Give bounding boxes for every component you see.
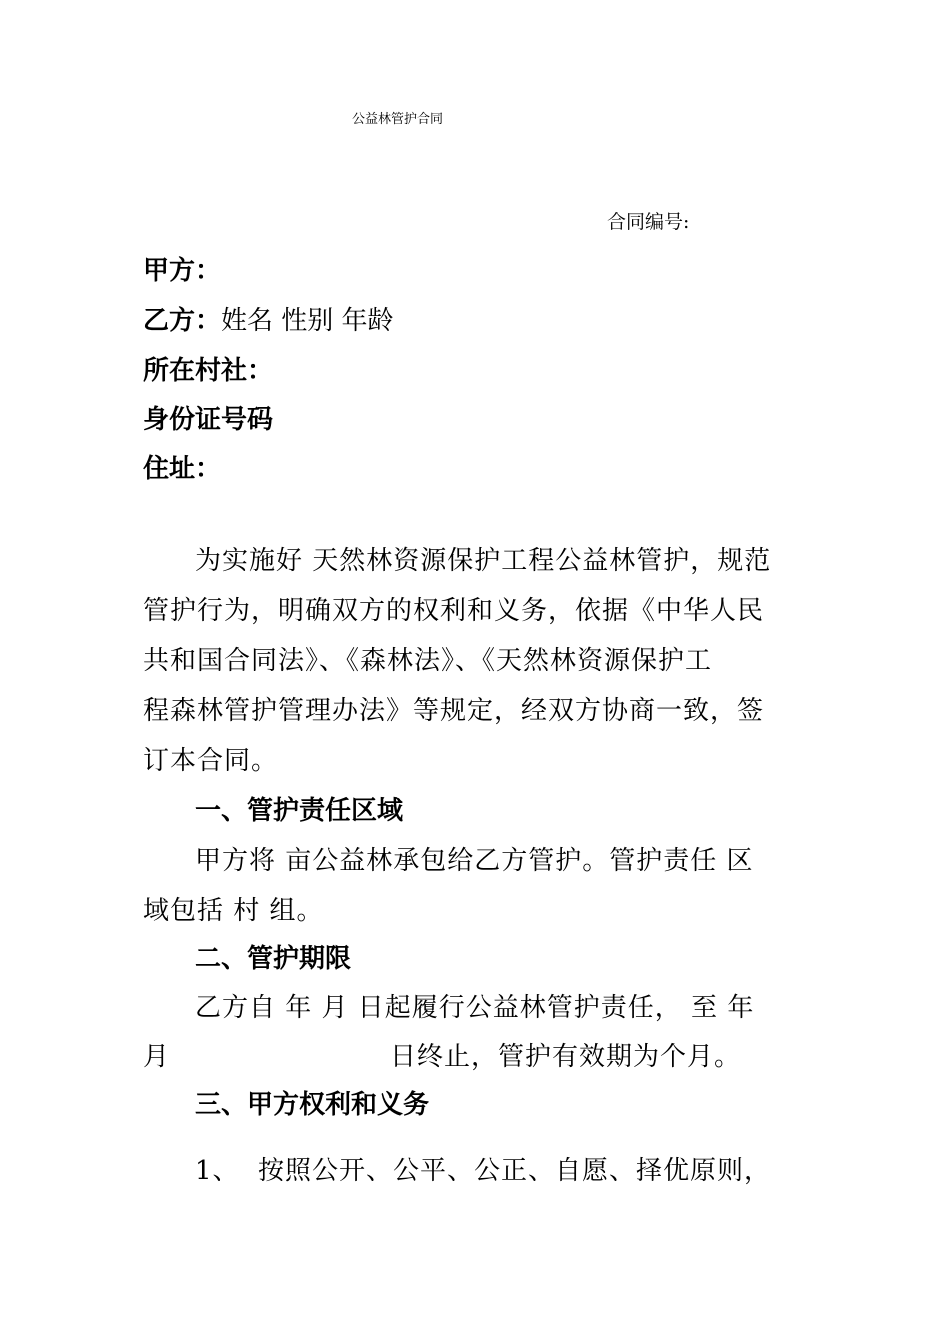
section2-line-end: 日终止，管护有效期为个月。: [390, 1042, 742, 1072]
preamble-line: 订本合同。: [143, 746, 279, 776]
village-field: [143, 350, 273, 387]
preamble-line: 管护行为，明确双方的权利和义务，依据《中华人民: [143, 596, 765, 626]
header-title: 公益林管护合同: [352, 112, 444, 127]
section1-line: 域包括 村 组。: [143, 896, 324, 926]
party-b-label: 乙方：: [143, 306, 222, 336]
party-a-label: 甲方：: [143, 256, 222, 286]
section1-line: 甲方将 亩公益林承包给乙方管护。管护责任 区: [195, 846, 754, 876]
party-a-field: [143, 250, 221, 287]
address-field: [143, 448, 221, 485]
party-b-field: [143, 300, 394, 337]
id-label: 身份证号码: [143, 405, 274, 435]
item1-text: 按照公开、公平、公正、自愿、择优原则，: [258, 1156, 772, 1186]
section2-title: 二、管护期限: [195, 944, 352, 974]
id-field: [143, 399, 273, 436]
preamble-line: 程森林管护管理办法》等规定，经双方协商一致，签: [143, 696, 765, 726]
address-label: 住址：: [143, 454, 222, 484]
contract-number-label: 合同编号:: [607, 211, 690, 233]
item1-number: 1、: [195, 1156, 240, 1186]
village-label: 所在村社：: [143, 356, 274, 386]
section2-line: 乙方自 年 月 日起履行公益林管护责任， 至 年: [195, 993, 755, 1023]
party-b-value: 姓名 性别 年龄: [221, 306, 394, 336]
section1-title: 一、管护责任区域: [195, 796, 404, 826]
section3-title: 三、甲方权利和义务: [195, 1090, 430, 1120]
preamble-line: 为实施好 天然林资源保护工程公益林管护，规范: [195, 546, 772, 576]
section2-line-month: 月: [143, 1042, 171, 1072]
preamble-line: 共和国合同法》、《森林法》、《天然林资源保护工: [143, 646, 713, 676]
